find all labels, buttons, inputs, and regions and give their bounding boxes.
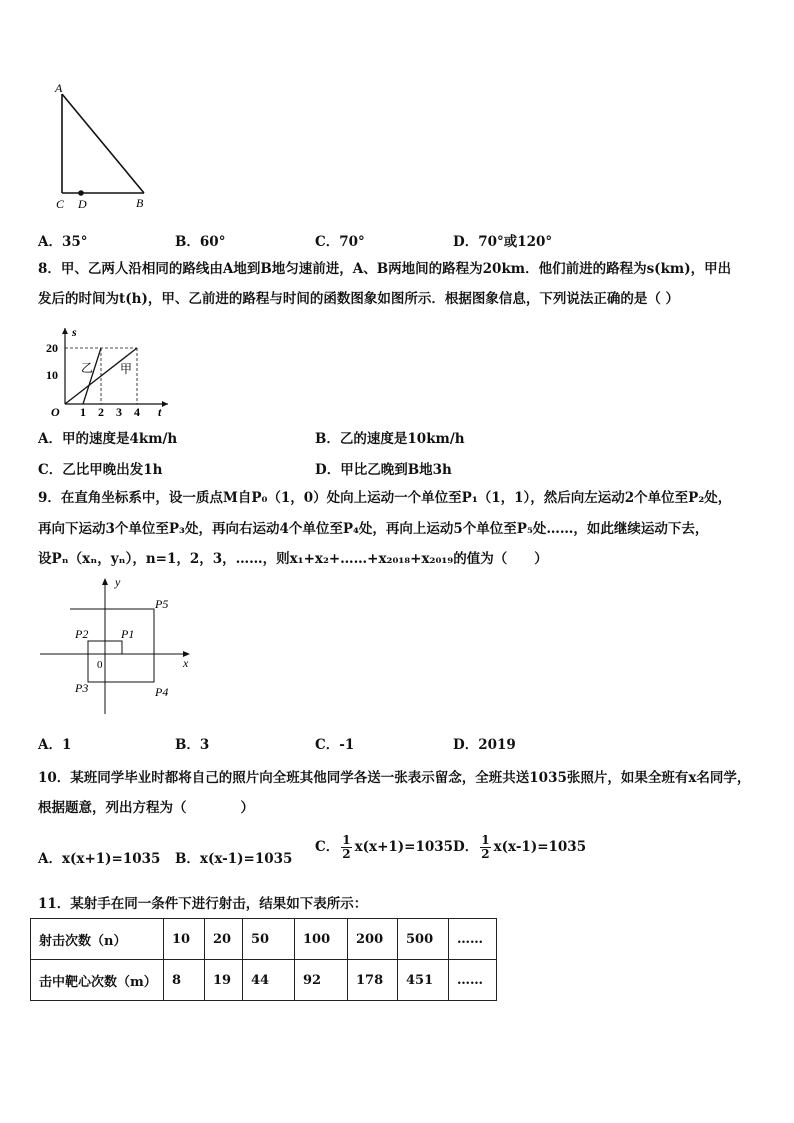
q8-text-line-1: 8．甲、乙两人沿相同的路线由A地到B地匀速前进，A、B两地间的路程为20km．他们前进的路程为s(km)，甲出 [38,261,732,277]
axis-y-label: y [115,575,121,589]
q9-text-line-1: 9．在直角坐标系中，设一质点M自P₀（1，0）处向上运动一个单位至P₁（1，1），然后向左运动2个单位至P₂处， [38,490,732,506]
p4-label: P4 [155,685,169,699]
q7-option-d: D．70°或120° [453,234,553,250]
half-fraction: $\frac{1}{2}$ [342,833,351,861]
point-d-label: D [78,197,87,211]
q10-text-line-1: 10．某班同学毕业时都将自己的照片向全班其他同学各送一张表示留念，全班共送1035张照片，如果全班有x名同学， [38,770,751,786]
p3-label: P3 [75,681,89,695]
table-cell: 200 [348,919,398,960]
axis-x-label: x [183,656,189,670]
q9-option-b: B．3 [175,737,210,753]
q7-option-c: C．70° [315,234,365,250]
vertex-c-label: C [56,197,65,211]
q8-option-d: D．甲比乙晚到B地3h [315,462,452,478]
table-cell: 500 [398,919,449,960]
q9-text-line-3: 设Pₙ（xₙ，yₙ），n=1，2，3，……，则x₁+x₂+……+x₂₀₁₈+x₂₀₁₉的值为（ ） [38,551,548,567]
table-cell: 10 [164,919,205,960]
y-tick-10: 10 [46,368,58,382]
q9-option-d: D．2019 [453,737,516,753]
q9-text-line-2: 再向下运动3个单位至P₃处，再向右运动4个单位至P₄处，再向上运动5个单位至P₅处……，如此继续运动下去， [38,521,709,537]
q7-option-a: A．35° [38,234,88,250]
q10-option-d [453,834,586,861]
x-tick-2: 2 [98,405,104,416]
p5-label: P5 [155,597,169,611]
table-row [31,960,497,1001]
spiral-path [70,609,154,682]
line-yi [83,348,101,404]
distance-time-graph [40,324,175,416]
table-cell: 50 [243,919,295,960]
shooting-results-table [30,918,497,1001]
q10-option-b: B．x(x-1)=1035 [175,851,293,867]
q9-option-a: A．1 [38,737,72,753]
q7-option-b: B．60° [175,234,226,250]
y-tick-20: 20 [46,341,58,355]
axis-t-label: t [158,405,162,416]
axis-s-label: s [72,325,77,339]
vertex-b-label: B [136,196,144,210]
triangle-figure [48,80,160,215]
x-tick-1: 1 [80,405,86,416]
table-cell: 44 [243,960,295,1001]
coordinate-spiral-figure [38,572,198,720]
table-cell: 451 [398,960,449,1001]
q10-option-d-prefix: D． [453,839,479,855]
table-cell: 92 [295,960,348,1001]
x-tick-3: 3 [116,405,122,416]
table-cell: 100 [295,919,348,960]
table-cell: 射击次数（n） [31,919,164,960]
label-jia: 甲 [120,362,133,376]
q8-text-line-2: 发后的时间为t(h)，甲、乙前进的路程与时间的函数图象如图所示．根据图象信息，下列说法正确的是（ ） [38,291,680,307]
q11-text-line-1: 11．某射手在同一条件下进行射击，结果如下表所示： [38,896,368,912]
q10-text-line-2: 根据题意，列出方程为（ ） [38,800,254,816]
table-cell: …… [449,960,497,1001]
q8-option-a: A．甲的速度是4km/h [38,431,178,447]
origin-zero-label: 0 [97,659,103,671]
q8-option-b: B．乙的速度是10km/h [315,431,465,447]
q10-option-c-expr: x(x+1)=1035 [354,839,454,855]
q10-option-c-prefix: C． [315,839,340,855]
table-cell: …… [449,919,497,960]
table-cell: 击中靶心次数（m） [31,960,164,1001]
half-fraction: $\frac{1}{2}$ [481,833,490,861]
table-cell: 19 [205,960,243,1001]
table-cell: 20 [205,919,243,960]
x-tick-4: 4 [134,405,140,416]
q10-option-c [315,834,453,861]
origin-label: O [51,405,60,416]
p2-label: P2 [75,627,89,641]
q10-option-a: A．x(x+1)=1035 [38,851,161,867]
label-yi: 乙 [81,361,94,375]
table-cell: 178 [348,960,398,1001]
q10-option-d-expr: x(x-1)=1035 [493,839,587,855]
table-row [31,919,497,960]
p1-label: P1 [121,627,135,641]
vertex-a-label: A [55,81,63,95]
table-cell: 8 [164,960,205,1001]
q8-option-c: C．乙比甲晚出发1h [38,462,163,478]
q9-option-c: C．-1 [315,737,355,753]
